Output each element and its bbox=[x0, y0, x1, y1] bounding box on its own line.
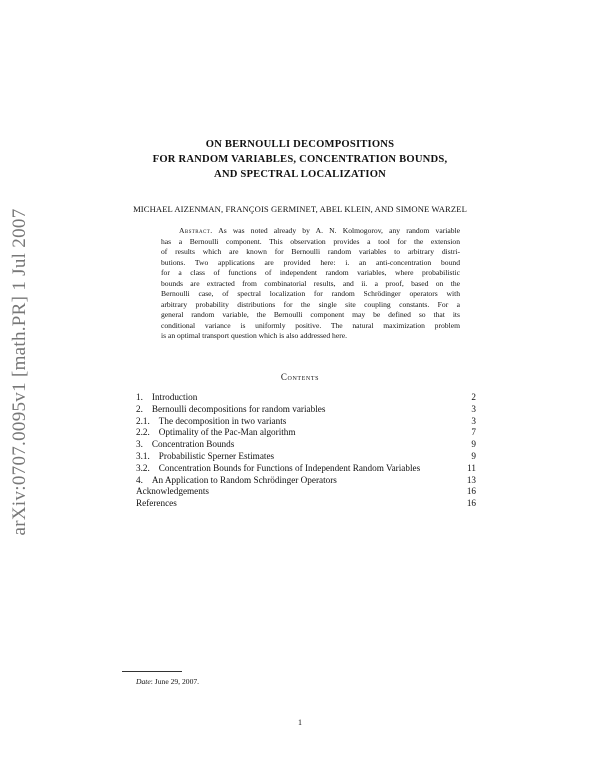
abstract-line: general random variable, the Bernoulli component may be defined so that its bbox=[161, 310, 460, 319]
toc-entry[interactable] bbox=[136, 404, 476, 416]
toc-entry-page: 9 bbox=[471, 450, 476, 461]
toc-entry[interactable] bbox=[136, 416, 476, 428]
abstract-line: Bernoulli case, of spectral localization for random Schrödinger operators with bbox=[161, 289, 460, 298]
footnote-label: Date bbox=[136, 677, 151, 686]
abstract-line: for a class of functions of independent random variables, where probabilistic bbox=[161, 268, 460, 277]
abstract-line: has a Bernoulli component. This observation provides a tool for the extension bbox=[161, 236, 460, 246]
title-line-3: AND SPECTRAL LOCALIZATION bbox=[214, 169, 386, 180]
date-footnote bbox=[136, 677, 199, 686]
toc-entry-number: 4. bbox=[136, 474, 143, 485]
toc-entry[interactable] bbox=[136, 498, 476, 510]
toc-entry-number: 3. bbox=[136, 439, 143, 450]
paper-title bbox=[0, 137, 600, 182]
author-list: MICHAEL AIZENMAN, FRANÇOIS GERMINET, ABEL KLEIN, AND SIMONE WARZEL bbox=[133, 204, 467, 214]
toc-entry-page: 13 bbox=[466, 474, 476, 485]
toc-entry-number: 1. bbox=[136, 392, 143, 402]
toc-entry-title: References bbox=[136, 498, 177, 509]
toc-entry[interactable] bbox=[136, 427, 476, 439]
toc-entry-title: Introduction bbox=[151, 392, 198, 402]
toc-entry-number: 2. bbox=[136, 403, 143, 414]
abstract bbox=[161, 226, 460, 342]
footnote-rule bbox=[122, 671, 182, 672]
page-number: 1 bbox=[298, 718, 302, 727]
toc-entry[interactable] bbox=[136, 392, 476, 404]
table-of-contents bbox=[136, 392, 476, 510]
toc-entry-number: 2.1. bbox=[136, 415, 150, 426]
toc-entry-title: Acknowledgements bbox=[136, 486, 209, 497]
title-line-2: FOR RANDOM VARIABLES, CONCENTRATION BOUNDS, bbox=[152, 154, 448, 165]
toc-entry[interactable] bbox=[136, 475, 476, 487]
toc-entry-title: Probabilistic Sperner Estimates bbox=[158, 450, 275, 461]
toc-entry-page: 3 bbox=[471, 415, 476, 426]
toc-entry-title: Concentration Bounds for Functions of Independent Random Variables bbox=[158, 462, 421, 473]
abstract-line: Abstract. As was noted already by A. N. Kolmogorov, any random variable bbox=[179, 226, 460, 235]
abstract-line: butions. Two applications are provided here: i. an anti-concentration bound bbox=[161, 257, 460, 267]
toc-entry-number: 3.1. bbox=[136, 450, 150, 461]
toc-entry-page: 7 bbox=[471, 427, 476, 438]
toc-entry-page: 9 bbox=[471, 439, 476, 450]
abstract-line: bounds are extracted from combinatorial results, and ii. a proof, based on the bbox=[161, 278, 460, 288]
arxiv-identifier-text: arXiv:0707.0095v1 [math.PR] 1 Jul 2007 bbox=[9, 208, 30, 536]
toc-entry-page: 16 bbox=[466, 486, 476, 497]
abstract-label: Abstract. bbox=[179, 226, 213, 235]
arxiv-identifier-stamp bbox=[0, 0, 40, 776]
toc-entry-title: Bernoulli decompositions for random variables bbox=[151, 403, 326, 414]
toc-entry[interactable] bbox=[136, 486, 476, 498]
abstract-line: of results which are known for Bernoulli random variables to arbitrary distri- bbox=[161, 247, 460, 256]
abstract-line: conditional variance is uniformly positive. The natural maximization problem bbox=[161, 320, 460, 330]
toc-entry-page: 11 bbox=[467, 462, 476, 473]
contents-heading: Contents bbox=[280, 372, 320, 382]
toc-entry[interactable] bbox=[136, 451, 476, 463]
toc-entry-title: An Application to Random Schrödinger Operators bbox=[151, 474, 337, 485]
toc-entry-page: 16 bbox=[466, 498, 476, 509]
abstract-line: is an optimal transport question which is also addressed here. bbox=[161, 331, 348, 340]
toc-entry-title: The decomposition in two variants bbox=[158, 415, 287, 426]
toc-entry[interactable] bbox=[136, 463, 476, 475]
toc-entry-page: 3 bbox=[471, 403, 476, 414]
footnote-text: : June 29, 2007. bbox=[150, 677, 200, 686]
toc-entry-page: 2 bbox=[471, 392, 476, 402]
toc-entry-number: 3.2. bbox=[136, 462, 150, 473]
abstract-line: arbitrary probability distributions for the single site coupling constants. For a bbox=[161, 299, 460, 309]
toc-entry-number: 2.2. bbox=[136, 427, 150, 438]
title-line-1: ON BERNOULLI DECOMPOSITIONS bbox=[205, 139, 395, 150]
toc-entry-title: Optimality of the Pac-Man algorithm bbox=[158, 427, 296, 438]
toc-entry-title: Concentration Bounds bbox=[151, 439, 235, 450]
toc-entry[interactable] bbox=[136, 439, 476, 451]
